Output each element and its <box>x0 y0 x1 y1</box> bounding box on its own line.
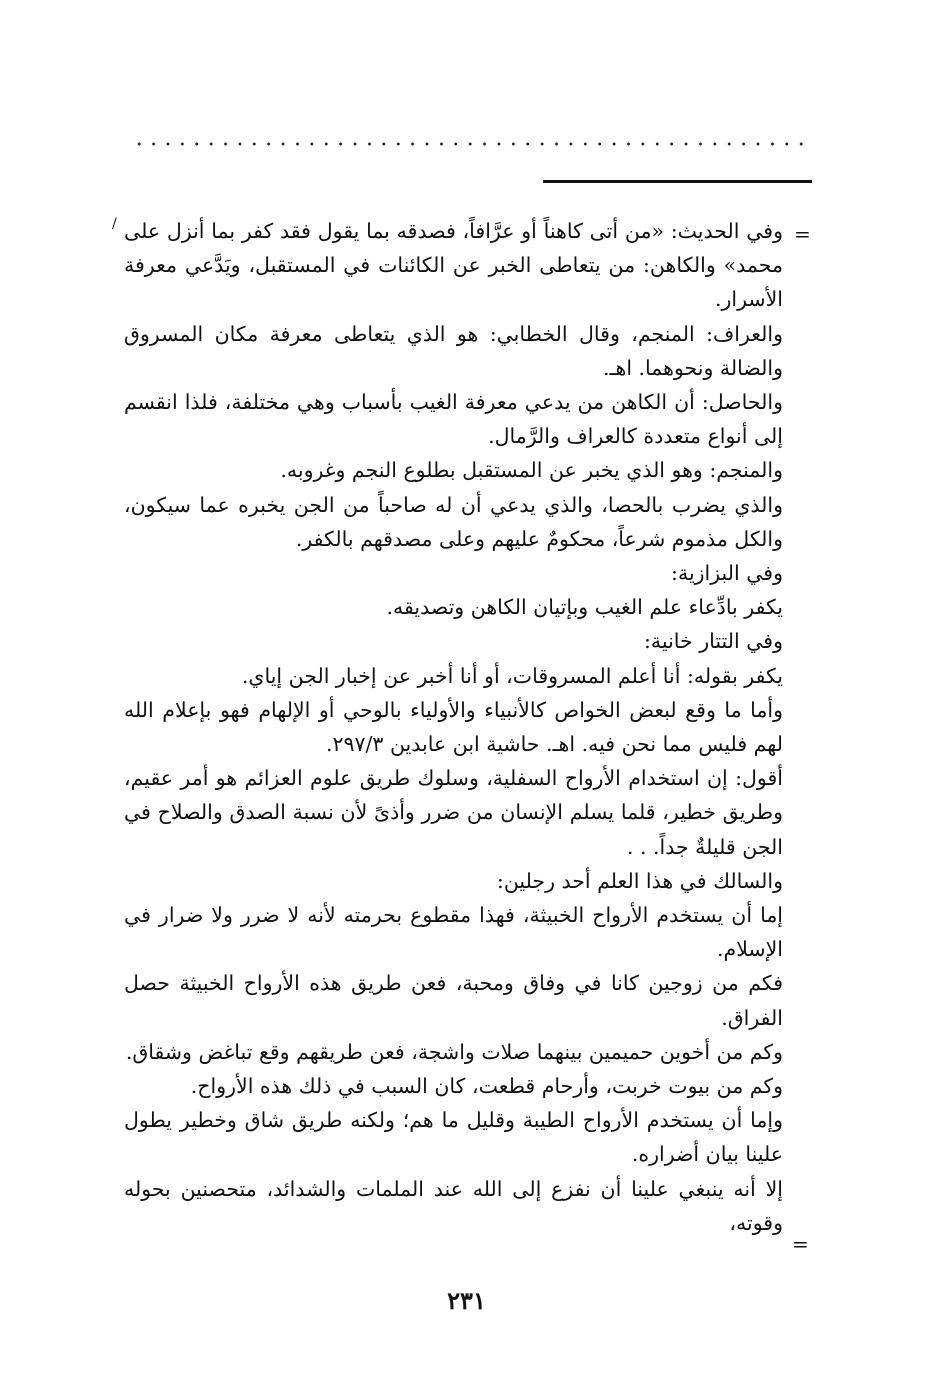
continuation-mark-top: = <box>794 222 811 246</box>
paragraph-tatarkhaniya-text: يكفر بقوله: أنا أعلم المسروقات، أو أنا أخبر عن إخبار الجن إياي. <box>241 663 783 688</box>
paragraph-tatarkhaniya-heading: وفي التتار خانية: <box>644 629 783 654</box>
paragraph-bazzaziya-text: يكفر بادِّعاء علم الغيب وبإتيان الكاهن وتصديقه. <box>386 595 783 620</box>
paragraph-salik-heading: والسالك في هذا العلم أحد رجلين: <box>496 868 783 893</box>
continuation-mark-bottom: = <box>792 1232 809 1256</box>
paragraph-munajjim: والمنجم: وهو الذي يخبر عن المستقبل بطلوع النجم وغروبه. <box>280 458 783 483</box>
paragraph-akhawayn: وكم من أخوين حميمين بينهما صلات واشجة، فعن طريقهم وقع تباغض وشقاق. <box>125 1039 783 1064</box>
dotted-separator <box>132 140 812 148</box>
margin-tick-mark: / <box>112 216 117 232</box>
paragraph-hasa: والذي يضرب بالحصا، والذي يدعي أن له صاحباً من الجن يخبره عما سيكون، والكل مذموم شرعاً، محكومٌ عليهم وعلى مصدقهم بالكفر. <box>124 492 783 551</box>
paragraph-arwah-tayyiba: وإما أن يستخدم الأرواح الطيبة وقليل ما هم؛ ولكنه طريق شاق وخطير يطول علينا بيان أضراره. <box>124 1108 783 1167</box>
paragraph-zawjayn: فكم من زوجين كانا في وفاق ومحبة، فعن طريق هذه الأرواح الخبيثة حصل الفراق. <box>124 971 783 1030</box>
footnote-rule <box>543 180 812 183</box>
page-number: ٢٣١ <box>447 1286 486 1315</box>
paragraph-final: إلا أنه ينبغي علينا أن نفزع إلى الله عند الملمات والشدائد، متحصنين بحوله وقوته، <box>124 1176 783 1235</box>
paragraph-aqul: أقول: إن استخدام الأرواح السفلية، وسلوك طريق علوم العزائم هو أمر عقيم، وطريق خطير، قلما يسلم الإنسان من ضرر وأذىً لأن نسبة الصدق والصلاح في الجن قليلةٌ جداً. . . <box>124 766 783 859</box>
paragraph-arraf: والعراف: المنجم، وقال الخطابي: هو الذي يتعاطى معرفة مكان المسروق والضالة ونحوهما. اهـ. <box>124 321 783 380</box>
footnote-body <box>124 214 783 1240</box>
paragraph-khawas: وأما ما وقع لبعض الخواص كالأنبياء والأولياء بالوحي أو الإلهام فهو بإعلام الله لهم فليس مما نحن فيه. اهـ. حاشية ابن عابدين ٢٩٧/٣. <box>124 697 783 757</box>
paragraph-hadith: وفي الحديث: «من أتى كاهناً أو عرَّافاً، فصدقه بما يقول فقد كفر بما أنزل على محمد» والكاهن: من يتعاطى الخبر عن الكائنات في المستقبل، ويَدَّعي معرفة الأسرار. <box>124 219 783 312</box>
paragraph-bazzaziya-heading: وفي البزازية: <box>671 561 783 586</box>
paragraph-hasil: والحاصل: أن الكاهن من يدعي معرفة الغيب بأسباب وهي مختلفة، فلذا انقسم إلى أنواع متعددة كالعراف والرَّمال. <box>124 390 783 449</box>
paragraph-arwah-khabitha: إما أن يستخدم الأرواح الخبيثة، فهذا مقطوع بحرمته لأنه لا ضرر ولا ضرار في الإسلام. <box>124 903 783 962</box>
paragraph-buyut: وكم من بيوت خربت، وأرحام قطعت، كان السبب في ذلك هذه الأرواح. <box>190 1074 783 1099</box>
